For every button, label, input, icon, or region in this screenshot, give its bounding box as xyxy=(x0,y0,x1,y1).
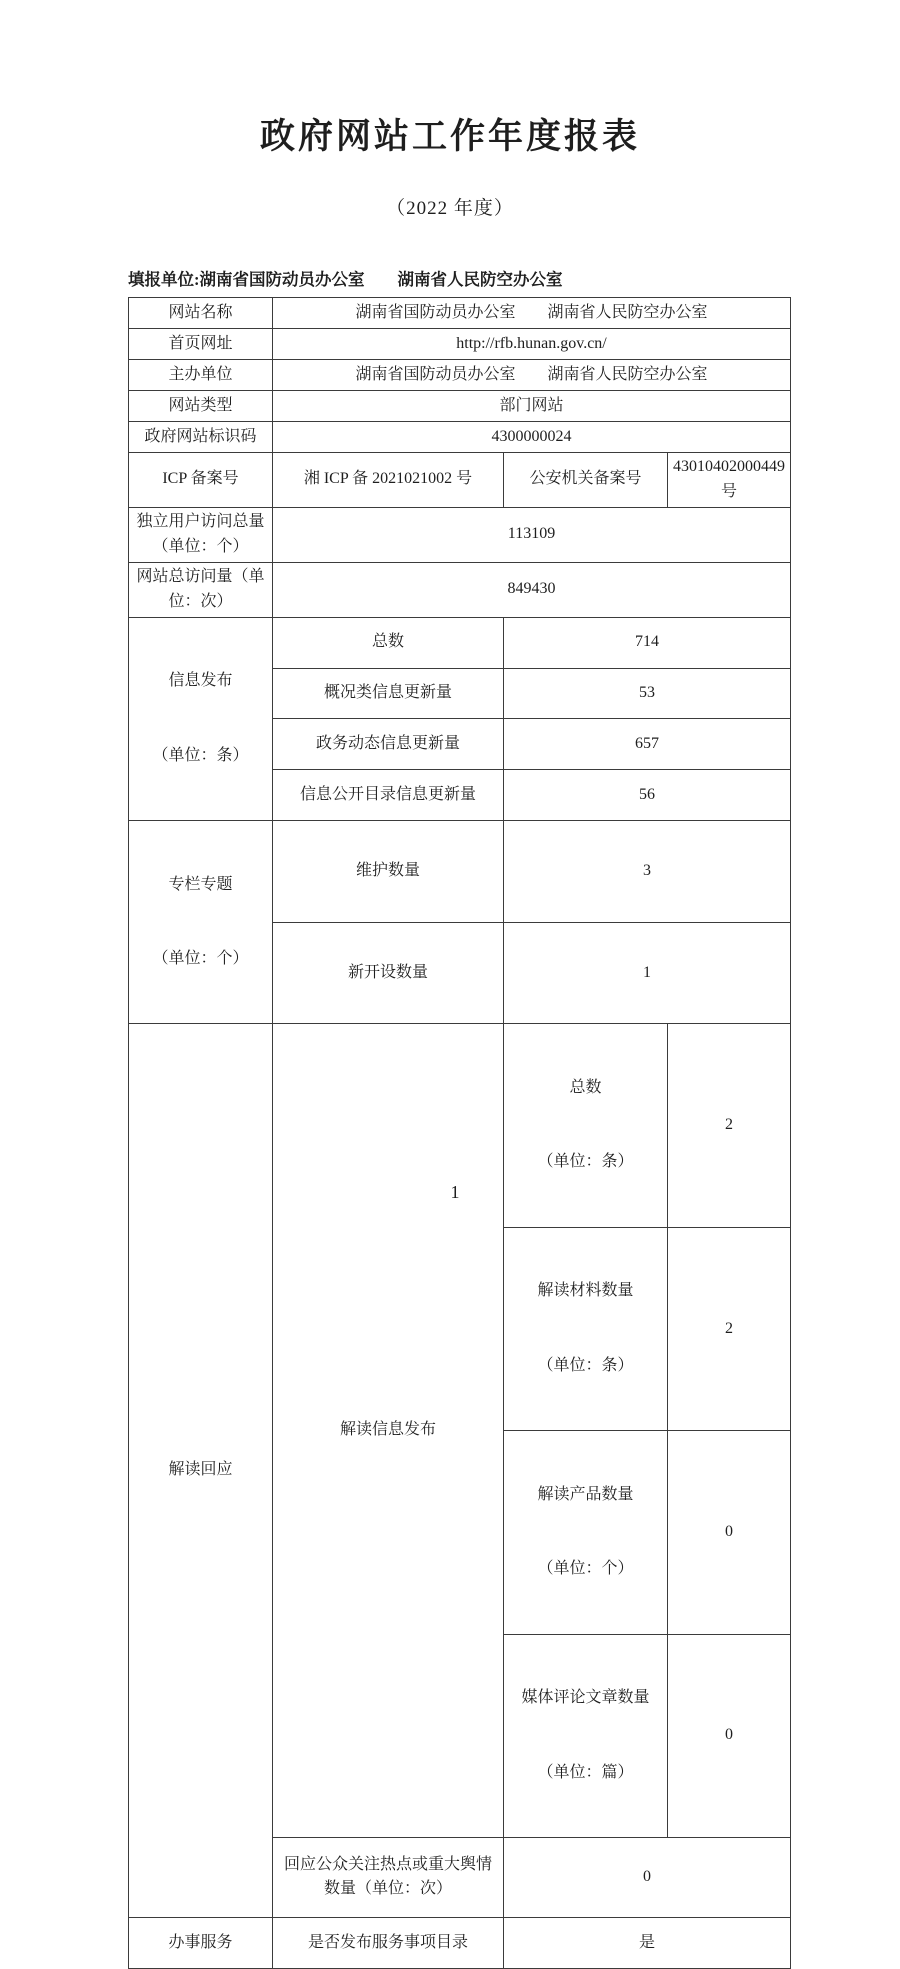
hotspot-response-value: 0 xyxy=(504,1837,791,1917)
new-count-label: 新开设数量 xyxy=(273,922,504,1024)
page-title: 政府网站工作年度报表 xyxy=(259,117,640,156)
info-publish-section-label: 信息发布 （单位：条） xyxy=(129,617,273,820)
table-row xyxy=(129,562,791,617)
icp-label: ICP 备案号 xyxy=(129,453,273,508)
catalog-update-value: 56 xyxy=(504,770,791,821)
total-visits-label: 网站总访问量（单位：次） xyxy=(129,562,273,617)
total-visits-value: 849430 xyxy=(273,562,791,617)
unique-visitors-value: 113109 xyxy=(273,507,791,562)
info-publish-total-label: 总数 xyxy=(273,617,504,668)
organizer-label: 主办单位 xyxy=(129,360,273,391)
overview-update-value: 53 xyxy=(504,668,791,719)
interpretation-section-label: 解读回应 xyxy=(129,1024,273,1918)
table-row xyxy=(129,329,791,360)
reporting-unit-line: 填报单位:湖南省国防动员办公室 湖南省人民防空办公室 xyxy=(128,270,563,290)
service-catalog-value: 是 xyxy=(504,1917,791,1968)
interpretation-material-label: 解读材料数量 （单位：条） xyxy=(504,1227,668,1430)
table-row xyxy=(129,1917,791,1968)
table-row xyxy=(129,617,791,668)
table-row xyxy=(129,453,791,508)
table-row xyxy=(129,507,791,562)
police-record-label: 公安机关备案号 xyxy=(504,453,668,508)
annual-report-table xyxy=(128,297,791,1969)
dynamics-update-value: 657 xyxy=(504,719,791,770)
media-comment-label: 媒体评论文章数量 （单位：篇） xyxy=(504,1634,668,1837)
page-subtitle: （2022 年度） xyxy=(386,197,514,219)
organizer-value: 湖南省国防动员办公室 湖南省人民防空办公室 xyxy=(273,360,791,391)
interpretation-total-value: 2 xyxy=(668,1024,791,1227)
overview-update-label: 概况类信息更新量 xyxy=(273,668,504,719)
table-row xyxy=(129,298,791,329)
maintained-count-value: 3 xyxy=(504,821,791,923)
catalog-update-label: 信息公开目录信息更新量 xyxy=(273,770,504,821)
website-type-value: 部门网站 xyxy=(273,391,791,422)
website-name-label: 网站名称 xyxy=(129,298,273,329)
table-row xyxy=(129,391,791,422)
interpretation-material-value: 2 xyxy=(668,1227,791,1430)
website-type-label: 网站类型 xyxy=(129,391,273,422)
interpretation-product-label: 解读产品数量 （单位：个） xyxy=(504,1431,668,1634)
table-row xyxy=(129,422,791,453)
dynamics-update-label: 政务动态信息更新量 xyxy=(273,719,504,770)
page-number: 1 xyxy=(450,1182,460,1202)
icp-value: 湘 ICP 备 2021021002 号 xyxy=(273,453,504,508)
media-comment-value: 0 xyxy=(668,1634,791,1837)
new-count-value: 1 xyxy=(504,922,791,1024)
interpretation-product-value: 0 xyxy=(668,1431,791,1634)
homepage-url-label: 首页网址 xyxy=(129,329,273,360)
info-publish-total-value: 714 xyxy=(504,617,791,668)
interpretation-publish-label: 解读信息发布 xyxy=(273,1024,504,1838)
interpretation-total-label: 总数 （单位：条） xyxy=(504,1024,668,1227)
website-name-value: 湖南省国防动员办公室 湖南省人民防空办公室 xyxy=(273,298,791,329)
table-row xyxy=(129,821,791,923)
services-section-label: 办事服务 xyxy=(129,1917,273,1968)
service-catalog-label: 是否发布服务事项目录 xyxy=(273,1917,504,1968)
unique-visitors-label: 独立用户访问总量（单位：个） xyxy=(129,507,273,562)
maintained-count-label: 维护数量 xyxy=(273,821,504,923)
table-row xyxy=(129,360,791,391)
site-code-label: 政府网站标识码 xyxy=(129,422,273,453)
special-columns-section-label: 专栏专题 （单位：个） xyxy=(129,821,273,1024)
site-code-value: 4300000024 xyxy=(273,422,791,453)
hotspot-response-label: 回应公众关注热点或重大舆情数量（单位：次） xyxy=(273,1837,504,1917)
homepage-url-value: http://rfb.hunan.gov.cn/ xyxy=(273,329,791,360)
police-record-value: 43010402000449 号 xyxy=(668,453,791,508)
